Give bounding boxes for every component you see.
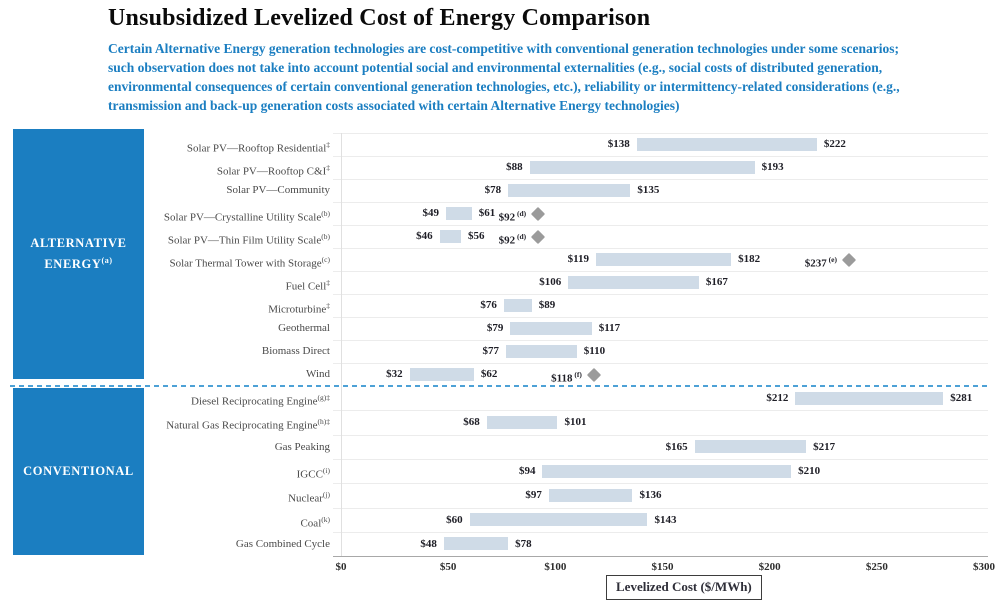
range-bar <box>695 440 806 453</box>
min-value-label: $165 <box>665 440 688 453</box>
x-axis-line <box>333 556 988 557</box>
range-bar <box>470 513 648 526</box>
max-value-label: $136 <box>639 489 662 502</box>
x-axis-tick-label: $100 <box>544 561 567 573</box>
chart-row <box>333 248 988 271</box>
max-value-label: $210 <box>798 464 821 477</box>
min-value-label: $49 <box>422 207 440 219</box>
chart-row <box>333 294 988 317</box>
x-axis-tick-label: $300 <box>973 561 995 573</box>
row-label: Gas Combined Cycle <box>235 537 330 550</box>
min-value-label: $94 <box>518 464 536 477</box>
row-label: Natural Gas Reciprocating Engine$^{(h)\ddagger}$ <box>166 417 330 432</box>
chart-row <box>333 317 988 340</box>
max-value-label: $182 <box>738 253 761 265</box>
chart-row <box>333 363 988 386</box>
min-value-label: $60 <box>446 513 463 526</box>
max-value-label: $101 <box>564 416 587 429</box>
range-bar <box>508 184 630 197</box>
chart-row <box>333 483 988 507</box>
row-label: Solar PV—Crystalline Utility Scale$^{(b)}$ <box>163 209 330 224</box>
page-title: Unsubsidized Levelized Cost of Energy Comparison <box>108 5 651 31</box>
subtitle-line: environmental consequences of certain conventional generation technologies, etc.), reliability or intermittency-related considerations (e.g., <box>108 79 900 94</box>
diamond-marker <box>531 206 545 220</box>
row-label: Solar PV—Community <box>226 184 330 196</box>
row-label: Solar PV—Rooftop C&I‡ <box>216 163 330 178</box>
min-value-label: $68 <box>463 416 480 429</box>
chart-row <box>333 225 988 248</box>
diamond-marker <box>587 367 601 381</box>
max-value-label: $222 <box>823 138 846 150</box>
range-bar <box>549 489 633 502</box>
chart-row <box>333 410 988 434</box>
row-label: Coal$^{(k)}$ <box>300 514 330 530</box>
row-label: Biomass Direct <box>261 345 330 357</box>
min-value-label: $97 <box>525 489 542 502</box>
diamond-marker <box>842 252 856 266</box>
subtitle-line: transmission and back-up generation costs associated with certain Alternative Energy technologies) <box>108 98 680 113</box>
max-value-label: $143 <box>654 513 677 526</box>
min-value-label: $138 <box>607 138 630 150</box>
x-axis-tick-label: $50 <box>439 561 457 573</box>
diamond-value-label: $118 $^{(f)}$ <box>551 370 582 385</box>
range-bar <box>506 345 577 358</box>
diamond-value-label: $237 $^{(e)}$ <box>804 255 837 270</box>
chart-row <box>333 508 988 532</box>
row-label: Solar PV—Thin Film Utility Scale$^{(b)}$ <box>167 232 330 247</box>
range-bar <box>568 276 699 289</box>
x-axis-title: Levelized Cost ($/MWh) <box>606 575 762 600</box>
chart-row <box>333 156 988 179</box>
max-value-label: $110 <box>583 345 606 357</box>
x-axis-tick-label: $200 <box>758 561 781 573</box>
range-bar <box>510 322 591 335</box>
chart-row <box>333 459 988 483</box>
min-value-label: $78 <box>484 184 502 196</box>
chart-row <box>333 271 988 294</box>
max-value-label: $61 <box>478 207 496 219</box>
row-label: Nuclear$^{(j)}$ <box>288 490 330 505</box>
row-label: Gas Peaking <box>274 440 330 453</box>
max-value-label: $217 <box>813 440 836 453</box>
min-value-label: $48 <box>420 537 437 550</box>
conventional-label: CONVENTIONAL <box>23 464 134 478</box>
max-value-label: $167 <box>705 276 728 288</box>
max-value-label: $193 <box>761 161 784 173</box>
max-value-label: $78 <box>515 537 532 550</box>
min-value-label: $88 <box>506 161 523 173</box>
range-bar <box>444 537 508 550</box>
diamond-value-label: $92 $^{(d)}$ <box>498 209 527 224</box>
row-label: Wind <box>306 368 330 380</box>
range-bar <box>795 392 943 405</box>
min-value-label: $119 <box>567 253 590 265</box>
range-bar <box>530 161 755 174</box>
chart-row <box>333 202 988 225</box>
range-bar <box>596 253 731 266</box>
min-value-label: $212 <box>766 392 789 404</box>
range-bar <box>637 138 817 151</box>
chart-row <box>333 532 988 556</box>
chart-row <box>333 133 988 156</box>
chart-row <box>333 340 988 363</box>
diamond-value-label: $92 $^{(d)}$ <box>498 232 527 247</box>
chart-row <box>333 179 988 202</box>
row-label: IGCC$^{(i)}$ <box>296 465 330 481</box>
range-bar <box>487 416 558 429</box>
diamond-marker <box>531 229 545 243</box>
max-value-label: $62 <box>480 368 498 380</box>
row-label: Diesel Reciprocating Engine$^{(g)\ddagger}$ <box>191 393 330 408</box>
chart-subtitle <box>108 39 900 115</box>
range-bar <box>504 299 532 312</box>
alternative-energy-label: ALTERNATIVE ENERGY$^{(a)}$ <box>30 235 127 272</box>
max-value-label: $281 <box>950 392 973 404</box>
min-value-label: $106 <box>539 276 562 288</box>
x-axis-tick-label: $0 <box>335 561 347 573</box>
row-label: Microturbine‡ <box>268 301 330 316</box>
subtitle-line: Certain Alternative Energy generation technologies are cost-competitive with conventional generation technologies under some scenarios; <box>108 41 900 56</box>
range-bar <box>410 368 474 381</box>
x-axis-tick-label: $150 <box>651 561 674 573</box>
min-value-label: $32 <box>386 368 403 380</box>
max-value-label: $135 <box>637 184 660 196</box>
max-value-label: $89 <box>538 299 556 311</box>
chart-row <box>333 386 988 410</box>
row-label: Geothermal <box>278 322 330 334</box>
max-value-label: $56 <box>468 230 485 242</box>
row-label: Solar PV—Rooftop Residential‡ <box>186 140 330 155</box>
min-value-label: $76 <box>480 299 497 311</box>
row-label: Solar Thermal Tower with Storage$^{(c)}$ <box>169 255 330 270</box>
subtitle-line: such observation does not take into account potential social and environmental externalities (e.g., social costs of distributed generation, <box>108 60 883 75</box>
min-value-label: $77 <box>482 345 500 357</box>
x-axis-tick-label: $250 <box>865 561 888 573</box>
chart-row <box>333 435 988 459</box>
min-value-label: $79 <box>486 322 504 334</box>
footnote-superscript: (a) <box>101 255 113 265</box>
min-value-label: $46 <box>416 230 433 242</box>
row-label: Fuel Cell‡ <box>285 278 330 293</box>
range-bar <box>542 465 791 478</box>
max-value-label: $117 <box>598 322 621 334</box>
